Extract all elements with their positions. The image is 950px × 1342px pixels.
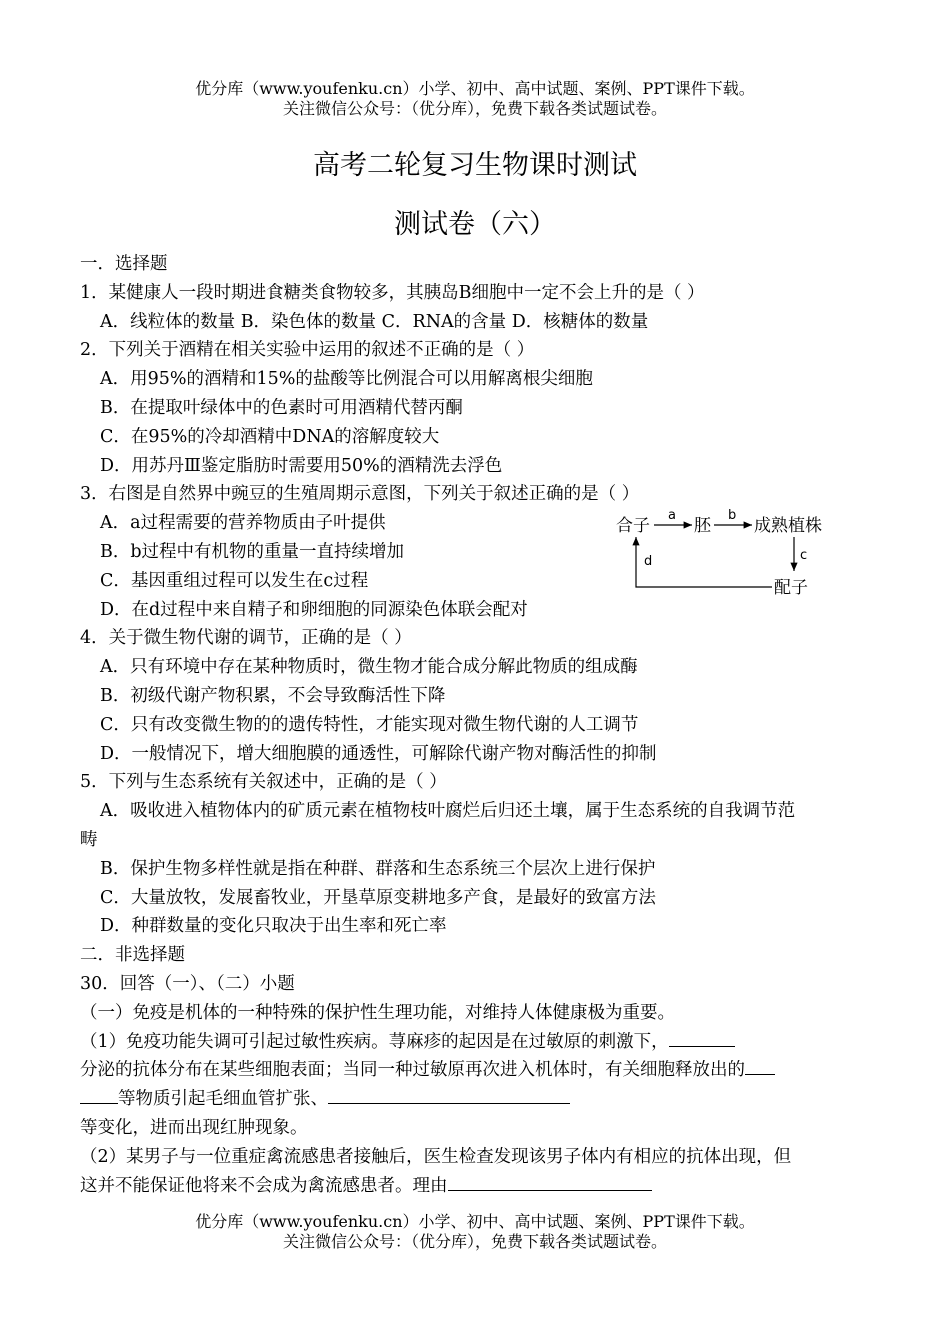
exam-content [80, 250, 875, 1200]
arrow-d-label: d [644, 554, 653, 569]
mature-plant-label: 成熟植株 [754, 516, 822, 536]
section-choice-heading: 一．选择题 [80, 254, 168, 274]
q4-option-b: B．初级代谢产物积累，不会导致酶活性下降 [100, 685, 446, 706]
q3-stem: 3．右图是自然界中豌豆的生殖周期示意图，下列关于叙述正确的是（ ） [80, 484, 640, 505]
gamete-label: 配子 [774, 578, 808, 598]
q30-1-text-1: （1）免疫功能失调可引起过敏性疾病。荨麻疹的起因是在过敏原的刺激下， [80, 1031, 669, 1052]
embryo-label: 胚 [694, 516, 711, 536]
q3-option-b: B．b过程中有机物的重量一直持续增加 [100, 541, 405, 562]
q4-option-c: C．只有改变微生物的的遗传特性，才能实现对微生物代谢的人工调节 [100, 714, 639, 735]
q5-option-c: C．大量放牧，发展畜牧业，开垦草原变耕地多产食，是最好的致富方法 [100, 887, 656, 908]
q30-1-line1 [80, 1028, 875, 1057]
q5-option-d: D．种群数量的变化只取决于出生率和死亡率 [100, 916, 447, 937]
footer-line-1: 优分库（www.youfenku.cn）小学、初中、高中试题、案例、PPT课件下载。 [195, 1212, 755, 1231]
header-line-1: 优分库（www.youfenku.cn）小学、初中、高中试题、案例、PPT课件下载。 [195, 79, 755, 98]
q3-option-a: A．a过程需要的营养物质由子叶提供 [100, 513, 386, 534]
q2-option-c: C．在95%的冷却酒精中DNA的溶解度较大 [100, 426, 440, 447]
q2-stem: 2．下列关于酒精在相关实验中运用的叙述不正确的是（ ） [80, 340, 535, 361]
q1-stem: 1．某健康人一段时期进食糖类食物较多，其胰岛B细胞中一定不会上升的是（ ） [80, 282, 705, 303]
q5-option-a-line2: 畴 [80, 829, 98, 850]
q1-options: A．线粒体的数量 B．染色体的数量 C．RNA的含量 D．核糖体的数量 [100, 311, 649, 332]
q4-option-a: A．只有环境中存在某种物质时，微生物才能合成分解此物质的组成酶 [100, 657, 638, 678]
arrow-b-label: b [728, 508, 737, 523]
q30-2-line2 [80, 1172, 875, 1201]
q3-option-d: D．在d过程中来自精子和卵细胞的同源染色体联会配对 [100, 599, 528, 620]
footer-line-2: 关注微信公众号：（优分库），免费下载各类试题试卷。 [282, 1232, 667, 1251]
q2-option-d: D．用苏丹Ⅲ鉴定脂肪时需要用50%的酒精洗去浮色 [100, 455, 503, 476]
section-nonchoice-heading: 二．非选择题 [80, 945, 185, 966]
arrow-d [636, 537, 772, 587]
answer-blank-2b[interactable] [80, 1085, 118, 1104]
q5-stem: 5．下列与生态系统有关叙述中，正确的是（ ） [80, 772, 447, 793]
q5-option-a-line1: A．吸收进入植物体内的矿质元素在植物枝叶腐烂后归还土壤，属于生态系统的自我调节范 [100, 801, 796, 822]
arrow-c-label: c [800, 548, 808, 563]
answer-blank-4[interactable] [448, 1172, 652, 1191]
q30-part1-intro: （一）免疫是机体的一种特殊的保护性生理功能，对维持人体健康极为重要。 [80, 1002, 675, 1023]
q30-1-line3 [80, 1085, 875, 1114]
q30-1-line4: 等变化，进而出现红肿现象。 [80, 1117, 308, 1138]
q30-1-text-3: 等物质引起毛细血管扩张、 [118, 1089, 328, 1110]
q30-1-line2 [80, 1056, 875, 1085]
q30-2-text: 这并不能保证他将来不会成为禽流感患者。理由 [80, 1175, 448, 1196]
q30-2-line1: （2）某男子与一位重症禽流感患者接触后，医生检查发现该男子体内有相应的抗体出现，但 [80, 1146, 792, 1167]
q2-option-b: B．在提取叶绿体中的色素时可用酒精代替丙酮 [100, 397, 463, 418]
q4-option-d: D．一般情况下，增大细胞膜的通透性，可解除代谢产物对酶活性的抑制 [100, 743, 657, 764]
q5-option-b: B．保护生物多样性就是指在种群、群落和生态系统三个层次上进行保护 [100, 858, 656, 879]
zygote-label: 合子 [616, 516, 650, 536]
q30-1-text-2: 分泌的抗体分布在某些细胞表面；当同一种过敏原再次进入机体时，有关细胞释放出的 [80, 1060, 745, 1081]
arrow-a-label: a [668, 508, 676, 523]
page-title: 高考二轮复习生物课时测试 [313, 150, 637, 181]
answer-blank-1[interactable] [669, 1028, 735, 1047]
pea-reproduction-diagram [612, 507, 848, 603]
q3-option-c: C．基因重组过程可以发生在c过程 [100, 570, 369, 591]
q2-option-a: A．用95%的酒精和15%的盐酸等比例混合可以用解离根尖细胞 [100, 369, 593, 390]
q4-stem: 4．关于微生物代谢的调节，正确的是（ ） [80, 628, 412, 649]
answer-blank-2a[interactable] [745, 1056, 775, 1075]
q30-stem: 30．回答（一）、（二）小题 [80, 973, 295, 994]
page-subtitle: 测试卷（六） [394, 209, 556, 240]
header-line-2: 关注微信公众号：（优分库），免费下载各类试题试卷。 [282, 99, 667, 118]
answer-blank-3[interactable] [328, 1085, 570, 1104]
